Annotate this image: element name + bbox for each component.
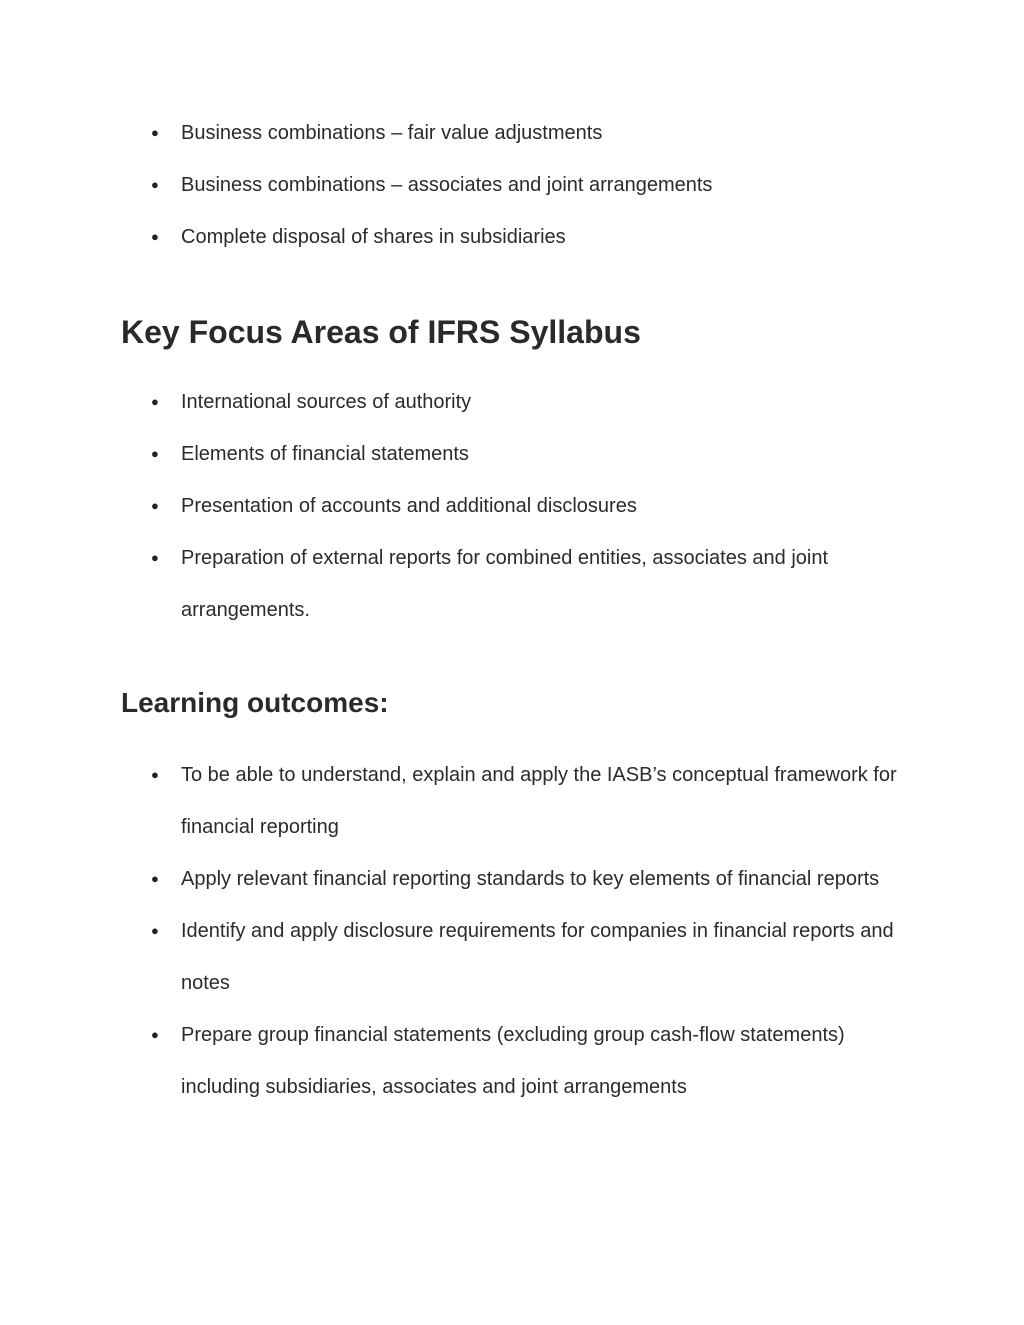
list-item-text: Prepare group financial statements (excluding group cash-flow statements) including subsidiaries, associates and joint arrangements <box>181 1024 845 1098</box>
list-item-text: Apply relevant financial reporting standards to key elements of financial reports <box>181 868 880 890</box>
bullet-icon: ● <box>151 923 159 938</box>
list-item <box>0 1009 1024 1113</box>
bullet-icon: ● <box>151 446 159 461</box>
list-item <box>0 905 1024 1009</box>
bullet-icon: ● <box>151 1027 159 1042</box>
bullet-icon: ● <box>151 125 159 140</box>
bullet-icon: ● <box>151 871 159 886</box>
learning-outcomes-list <box>0 749 1024 1113</box>
list-item <box>0 532 1024 636</box>
list-item-text: Business combinations – fair value adjustments <box>181 122 603 144</box>
key-focus-list <box>0 376 1024 636</box>
combinations-list <box>0 107 1024 263</box>
bullet-icon: ● <box>151 550 159 565</box>
list-item <box>0 211 1024 263</box>
section-heading-learning-outcomes: Learning outcomes: <box>121 687 389 718</box>
bullet-icon: ● <box>151 767 159 782</box>
list-item-text: Identify and apply disclosure requirements for companies in financial reports and notes <box>181 920 894 994</box>
list-item <box>0 376 1024 428</box>
list-item-text: International sources of authority <box>181 391 472 413</box>
list-item-text: Complete disposal of shares in subsidiaries <box>181 226 566 248</box>
list-item <box>0 107 1024 159</box>
section-heading-key-focus: Key Focus Areas of IFRS Syllabus <box>121 314 641 350</box>
list-item-text: Preparation of external reports for combined entities, associates and joint arrangements. <box>181 547 829 621</box>
list-item <box>0 159 1024 211</box>
list-item-text: Business combinations – associates and joint arrangements <box>181 174 713 196</box>
list-item-text: Elements of financial statements <box>181 443 469 465</box>
bullet-icon: ● <box>151 498 159 513</box>
list-item <box>0 749 1024 853</box>
bullet-icon: ● <box>151 394 159 409</box>
list-item-text: Presentation of accounts and additional disclosures <box>181 495 637 517</box>
list-item <box>0 428 1024 480</box>
bullet-icon: ● <box>151 177 159 192</box>
bullet-icon: ● <box>151 229 159 244</box>
list-item <box>0 853 1024 905</box>
list-item <box>0 480 1024 532</box>
list-item-text: To be able to understand, explain and apply the IASB’s conceptual framework for financial reporting <box>181 764 897 838</box>
